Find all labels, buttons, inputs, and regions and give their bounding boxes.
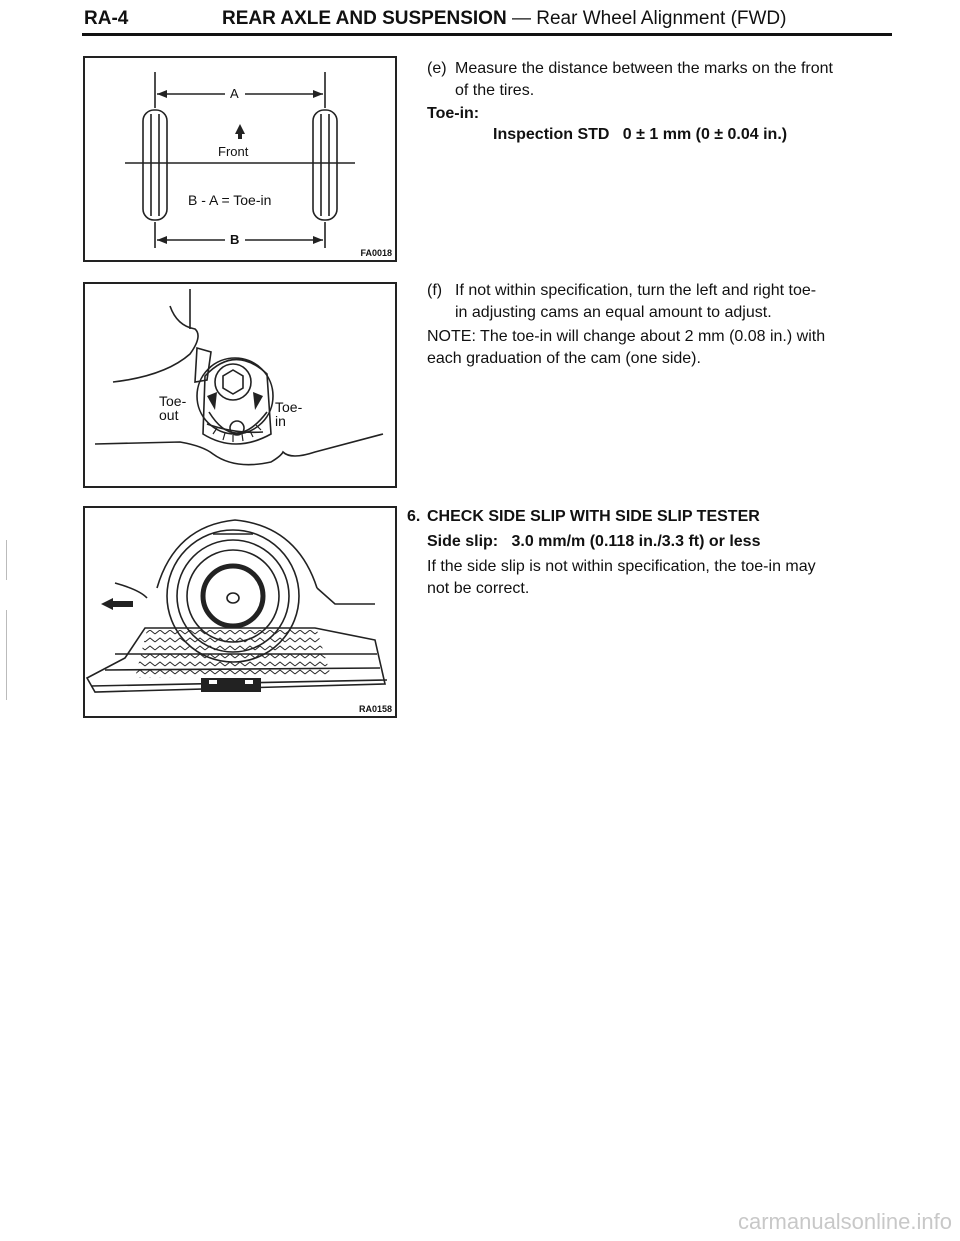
note-line2: each graduation of the cam (one side). xyxy=(427,350,701,367)
side-slip-figure xyxy=(83,506,397,718)
step-6-number-text: 6. xyxy=(407,508,421,525)
header-rule xyxy=(82,33,892,36)
toe-in-label xyxy=(275,400,302,428)
step-f-marker: (f) xyxy=(427,282,443,299)
toe-out-label-line2: out xyxy=(159,407,179,423)
step-6-number xyxy=(407,506,420,528)
toe-out-arrow-icon xyxy=(207,392,217,410)
toe-in-spec xyxy=(493,124,787,146)
step-e-text xyxy=(455,58,895,102)
toe-in-label-line1: Toe- xyxy=(275,399,303,415)
scan-mark xyxy=(6,540,7,580)
side-slip-diagram xyxy=(85,508,395,716)
label-b: B xyxy=(230,232,240,247)
toe-in-label-line2: in xyxy=(275,413,286,429)
step-e-marker: (e) xyxy=(427,60,447,77)
step-6-title xyxy=(427,506,760,528)
scan-mark xyxy=(6,610,7,700)
step-e-line1: Measure the distance between the marks on the front xyxy=(455,60,833,77)
adjusting-cam-figure xyxy=(83,282,397,488)
direction-arrow-icon xyxy=(101,598,133,610)
side-slip-spec xyxy=(427,531,760,553)
spec-value: 0 ± 1 mm (0 ± 0.04 in.) xyxy=(622,126,788,143)
section-title: REAR AXLE AND SUSPENSION xyxy=(222,8,507,29)
side-slip-note xyxy=(427,556,892,600)
adjusting-cam-diagram xyxy=(85,284,395,486)
toe-in-diagram xyxy=(85,58,395,260)
figure-code: RA0158 xyxy=(358,704,392,714)
toe-in-heading xyxy=(427,103,479,125)
step-f-line2: in adjusting cams an equal amount to adjust. xyxy=(455,304,772,321)
toe-in-figure xyxy=(83,56,397,262)
side-slip-note-line2: not be correct. xyxy=(427,580,530,597)
toe-in-heading-text: Toe-in: xyxy=(427,105,480,122)
side-slip-label: Side slip: xyxy=(427,533,499,550)
label-a: A xyxy=(230,86,239,101)
footer-watermark: carmanualsonline.info xyxy=(737,1209,952,1234)
page-header xyxy=(222,8,786,30)
toe-out-label-line1: Toe- xyxy=(159,393,187,409)
toe-in-arrow-icon xyxy=(253,392,263,410)
step-e-line2: of the tires. xyxy=(455,82,535,99)
page-id: RA-4 xyxy=(84,8,129,29)
step-6-title-text: CHECK SIDE SLIP WITH SIDE SLIP TESTER xyxy=(427,508,760,525)
toe-in-formula: B - A = Toe-in xyxy=(188,192,272,208)
header-dash: — xyxy=(511,8,531,29)
side-slip-note-line1: If the side slip is not within specification, the toe-in may xyxy=(427,558,816,575)
note-line1: NOTE: The toe-in will change about 2 mm (0.08 in.) with xyxy=(427,328,826,345)
note-block xyxy=(427,326,892,370)
step-f-line1: If not within specification, turn the left and right toe- xyxy=(455,282,817,299)
toe-out-label xyxy=(159,394,186,422)
label-front: Front xyxy=(218,144,249,159)
front-arrow-icon xyxy=(235,124,245,134)
spec-label: Inspection STD xyxy=(493,126,610,143)
step-f-text xyxy=(455,280,895,324)
subsection-title: Rear Wheel Alignment (FWD) xyxy=(536,8,787,29)
figure-code: FA0018 xyxy=(360,248,392,258)
side-slip-value: 3.0 mm/m (0.118 in./3.3 ft) or less xyxy=(511,533,761,550)
